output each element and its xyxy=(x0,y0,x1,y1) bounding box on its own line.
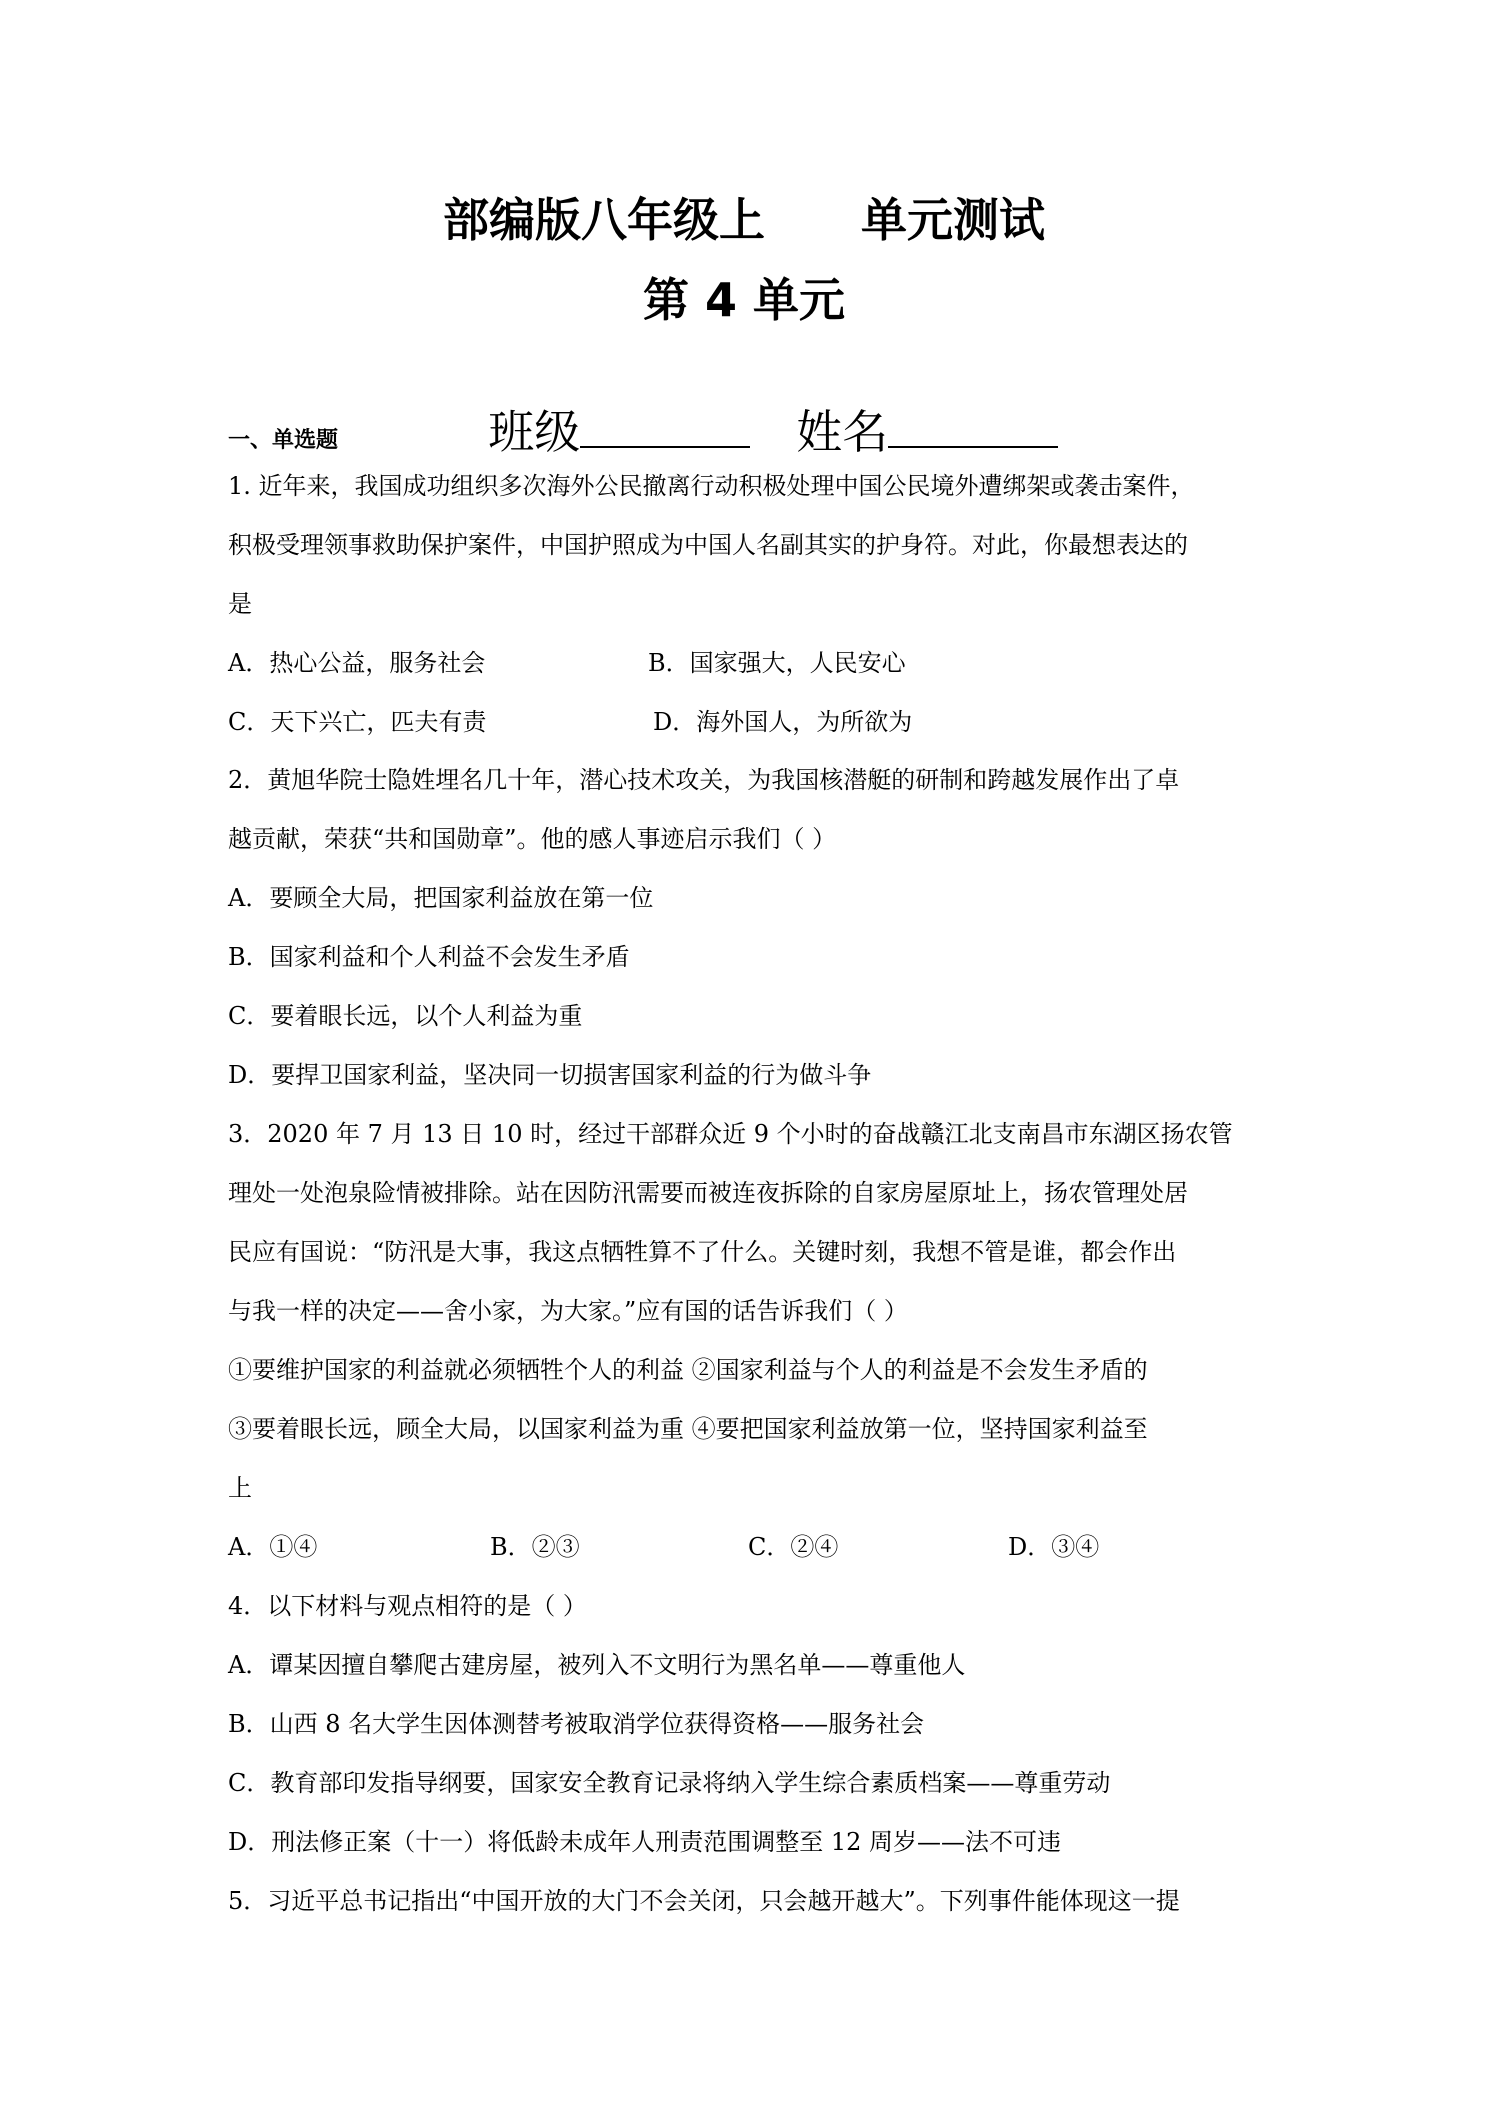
class-label: 班级 xyxy=(488,405,581,459)
name-label: 姓名 xyxy=(796,405,889,459)
q2-option-a[interactable]: A．要顾全大局，把国家利益放在第一位 xyxy=(228,884,654,912)
q2-stem-line: 越贡献，荣获“共和国勋章”。他的感人事迹启示我们（ ） xyxy=(228,825,837,853)
q3-option-b[interactable]: B．②③ xyxy=(490,1533,580,1561)
unit-title: 第 4 单元 xyxy=(642,273,846,327)
q2-stem-line: 2．黄旭华院士隐姓埋名几十年，潜心技术攻关，为我国核潜艇的研制和跨越发展作出了卓 xyxy=(228,766,1180,794)
section-title: 一、单选题 xyxy=(228,427,339,453)
q4-option-d[interactable]: D．刑法修正案（十一）将低龄未成年人刑责范围调整至 12 周岁——法不可违 xyxy=(228,1828,1062,1856)
q5-stem-line: 5．习近平总书记指出“中国开放的大门不会关闭，只会越开越大”。下列事件能体现这一提 xyxy=(228,1887,1180,1915)
q1-option-b[interactable]: B．国家强大，人民安心 xyxy=(648,649,906,677)
q4-option-b[interactable]: B．山西 8 名大学生因体测替考被取消学位获得资格——服务社会 xyxy=(228,1710,925,1738)
q2-option-c[interactable]: C．要着眼长远，以个人利益为重 xyxy=(228,1002,583,1030)
q4-stem-line: 4．以下材料与观点相符的是（ ） xyxy=(228,1592,587,1620)
q1-stem-line: 积极受理领事救助保护案件，中国护照成为中国人名副其实的护身符。对此，你最想表达的 xyxy=(228,531,1188,559)
q3-option-c[interactable]: C．②④ xyxy=(748,1533,839,1561)
q2-option-d[interactable]: D．要捍卫国家利益，坚决同一切损害国家利益的行为做斗争 xyxy=(228,1061,872,1089)
q3-stem-line: 与我一样的决定——舍小家，为大家。”应有国的话告诉我们（ ） xyxy=(228,1297,908,1325)
q1-option-a[interactable]: A．热心公益，服务社会 xyxy=(228,649,486,677)
q4-option-a[interactable]: A．谭某因擅自攀爬古建房屋，被列入不文明行为黑名单——尊重他人 xyxy=(228,1651,966,1679)
q1-option-d[interactable]: D．海外国人，为所欲为 xyxy=(653,708,913,736)
q3-stem-line: 理处一处泡泉险情被排除。站在因防汛需要而被连夜拆除的自家房屋原址上，扬农管理处居 xyxy=(228,1179,1188,1207)
q3-option-d[interactable]: D．③④ xyxy=(1008,1533,1100,1561)
q3-statement-line: 上 xyxy=(228,1474,252,1502)
q3-option-a[interactable]: A．①④ xyxy=(228,1533,318,1561)
q2-option-b[interactable]: B．国家利益和个人利益不会发生矛盾 xyxy=(228,943,630,971)
q1-stem-line: 1. 近年来，我国成功组织多次海外公民撤离行动积极处理中国公民境外遭绑架或袭击案件， xyxy=(228,472,1195,500)
q3-statement-line: ③要着眼长远，顾全大局，以国家利益为重 ④要把国家利益放第一位，坚持国家利益至 xyxy=(228,1415,1148,1443)
q4-option-c[interactable]: C．教育部印发指导纲要，国家安全教育记录将纳入学生综合素质档案——尊重劳动 xyxy=(228,1769,1111,1797)
q1-option-c[interactable]: C．天下兴亡，匹夫有责 xyxy=(228,708,487,736)
q3-statement-line: ①要维护国家的利益就必须牺牲个人的利益 ②国家利益与个人的利益是不会发生矛盾的 xyxy=(228,1356,1148,1384)
name-blank[interactable] xyxy=(888,402,1058,448)
class-blank[interactable] xyxy=(580,402,750,448)
page-title: 部编版八年级上 单元测试 xyxy=(442,193,1046,247)
q3-stem-line: 3．2020 年 7 月 13 日 10 时，经过干部群众近 9 个小时的奋战赣江北支南昌市东湖区扬农管 xyxy=(228,1120,1233,1148)
q1-stem-line: 是 xyxy=(228,590,252,618)
q3-stem-line: 民应有国说：“防汛是大事，我这点牺牲算不了什么。关键时刻，我想不管是谁，都会作出 xyxy=(228,1238,1177,1266)
